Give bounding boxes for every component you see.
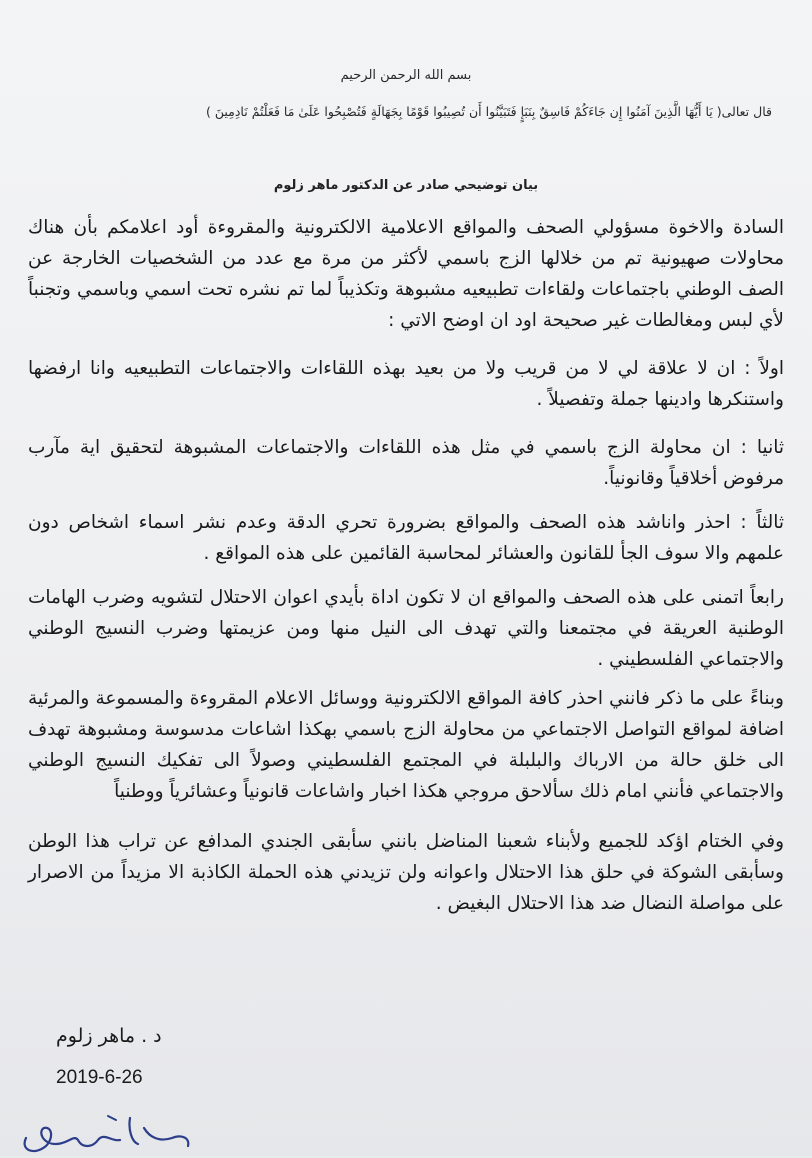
handwritten-signature: [12, 1098, 202, 1158]
basmala: بسم الله الرحمن الرحيم: [340, 68, 472, 83]
signature-date: 2019-6-26: [56, 1067, 143, 1088]
paragraph-closing: وفي الختام اؤكد للجميع ولأبناء شعبنا المناضل بانني سأبقى الجندي المدافع عن تراب هذا الوطن وسأبقى الشوكة في حلق هذا الاحتلال واعوانه ولن تزيدني هذه الحملة الكاذبة الا مزيداً من الاصرار على مواصلة النضال ضد هذا الاحتلال البغيض .: [28, 831, 784, 914]
signatory-name: د . ماهر زلوم: [56, 1025, 162, 1047]
paragraph-second: ثانيا : ان محاولة الزج باسمي في مثل هذه اللقاءات والاجتماعات المشبوهة لتحقيق اية مآرب مرفوض أخلاقياً وقانونياً.: [28, 437, 784, 489]
paragraph-intro: السادة والاخوة مسؤولي الصحف والمواقع الاعلامية الالكترونية والمقروءة أود اعلامكم بأن هناك محاولات صهيونية تم من خلالها الزج باسمي لأكثر من مرة مع عدد من الشخصيات الخارجة عن الصف الوطني باجتماعات ولقاءات تطبيعيه مشبوهة وتكذيباً لما تم نشره تحت اسمي وباسمي وتجنباً لأي لبس ومغالطات غير صحيحة اود ان اوضح الاتي :: [28, 217, 784, 331]
paragraph-fourth: رابعاً اتمنى على هذه الصحف والمواقع ان لا تكون اداة بأيدي اعوان الاحتلال لتشويه وضرب الهامات الوطنية العريقة في مجتمعنا والتي تهدف الى النيل منها ومن عزيمتها وضرب النسيج الوطني والاجتماعي الفلسطيني .: [28, 587, 784, 670]
paragraph-first: اولاً : ان لا علاقة لي لا من قريب ولا من بعيد بهذه اللقاءات والاجتماعات التطبيعيه وانا ارفضها واستنكرها وادينها جملة وتفصيلاً .: [28, 358, 784, 410]
paragraph-third: ثالثاً : احذر واناشد هذه الصحف والمواقع بضرورة تحري الدقة وعدم نشر اسماء اشخاص دون علمهم والا سوف الجأ للقانون والعشائر لمحاسبة القائمين على هذه المواقع .: [28, 512, 784, 564]
paragraph-warning: وبناءً على ما ذكر فانني احذر كافة المواقع الالكترونية ووسائل الاعلام المقروءة والمسموعة والمرئية اضافة لمواقع التواصل الاجتماعي من محاولة الزج باسمي بهكذا اشاعات مدسوسة ومشبوهة تهدف الى خلق حالة من الارباك والبلبلة في المجتمع الفلسطيني وصولاً الى تفكيك النسيج الوطني والاجتماعي فأنني امام ذلك سألاحق مروجي هكذا اخبار واشاعات قانونياً وعشائرياً ووطنياً: [28, 688, 784, 802]
statement-title: بيان توضيحي صادر عن الدكتور ماهر زلوم: [273, 178, 539, 193]
quran-verse: قال تعالى( يَا أَيُّهَا الَّذِينَ آمَنُوا إِن جَاءَكُمْ فَاسِقٌ بِنَبَإٍ فَتَبَيَّنُوا أَن تُصِيبُوا قَوْمًا بِجَهَالَةٍ فَتُصْبِحُوا عَلَىٰ مَا فَعَلْتُمْ نَادِمِينَ ): [206, 104, 772, 119]
